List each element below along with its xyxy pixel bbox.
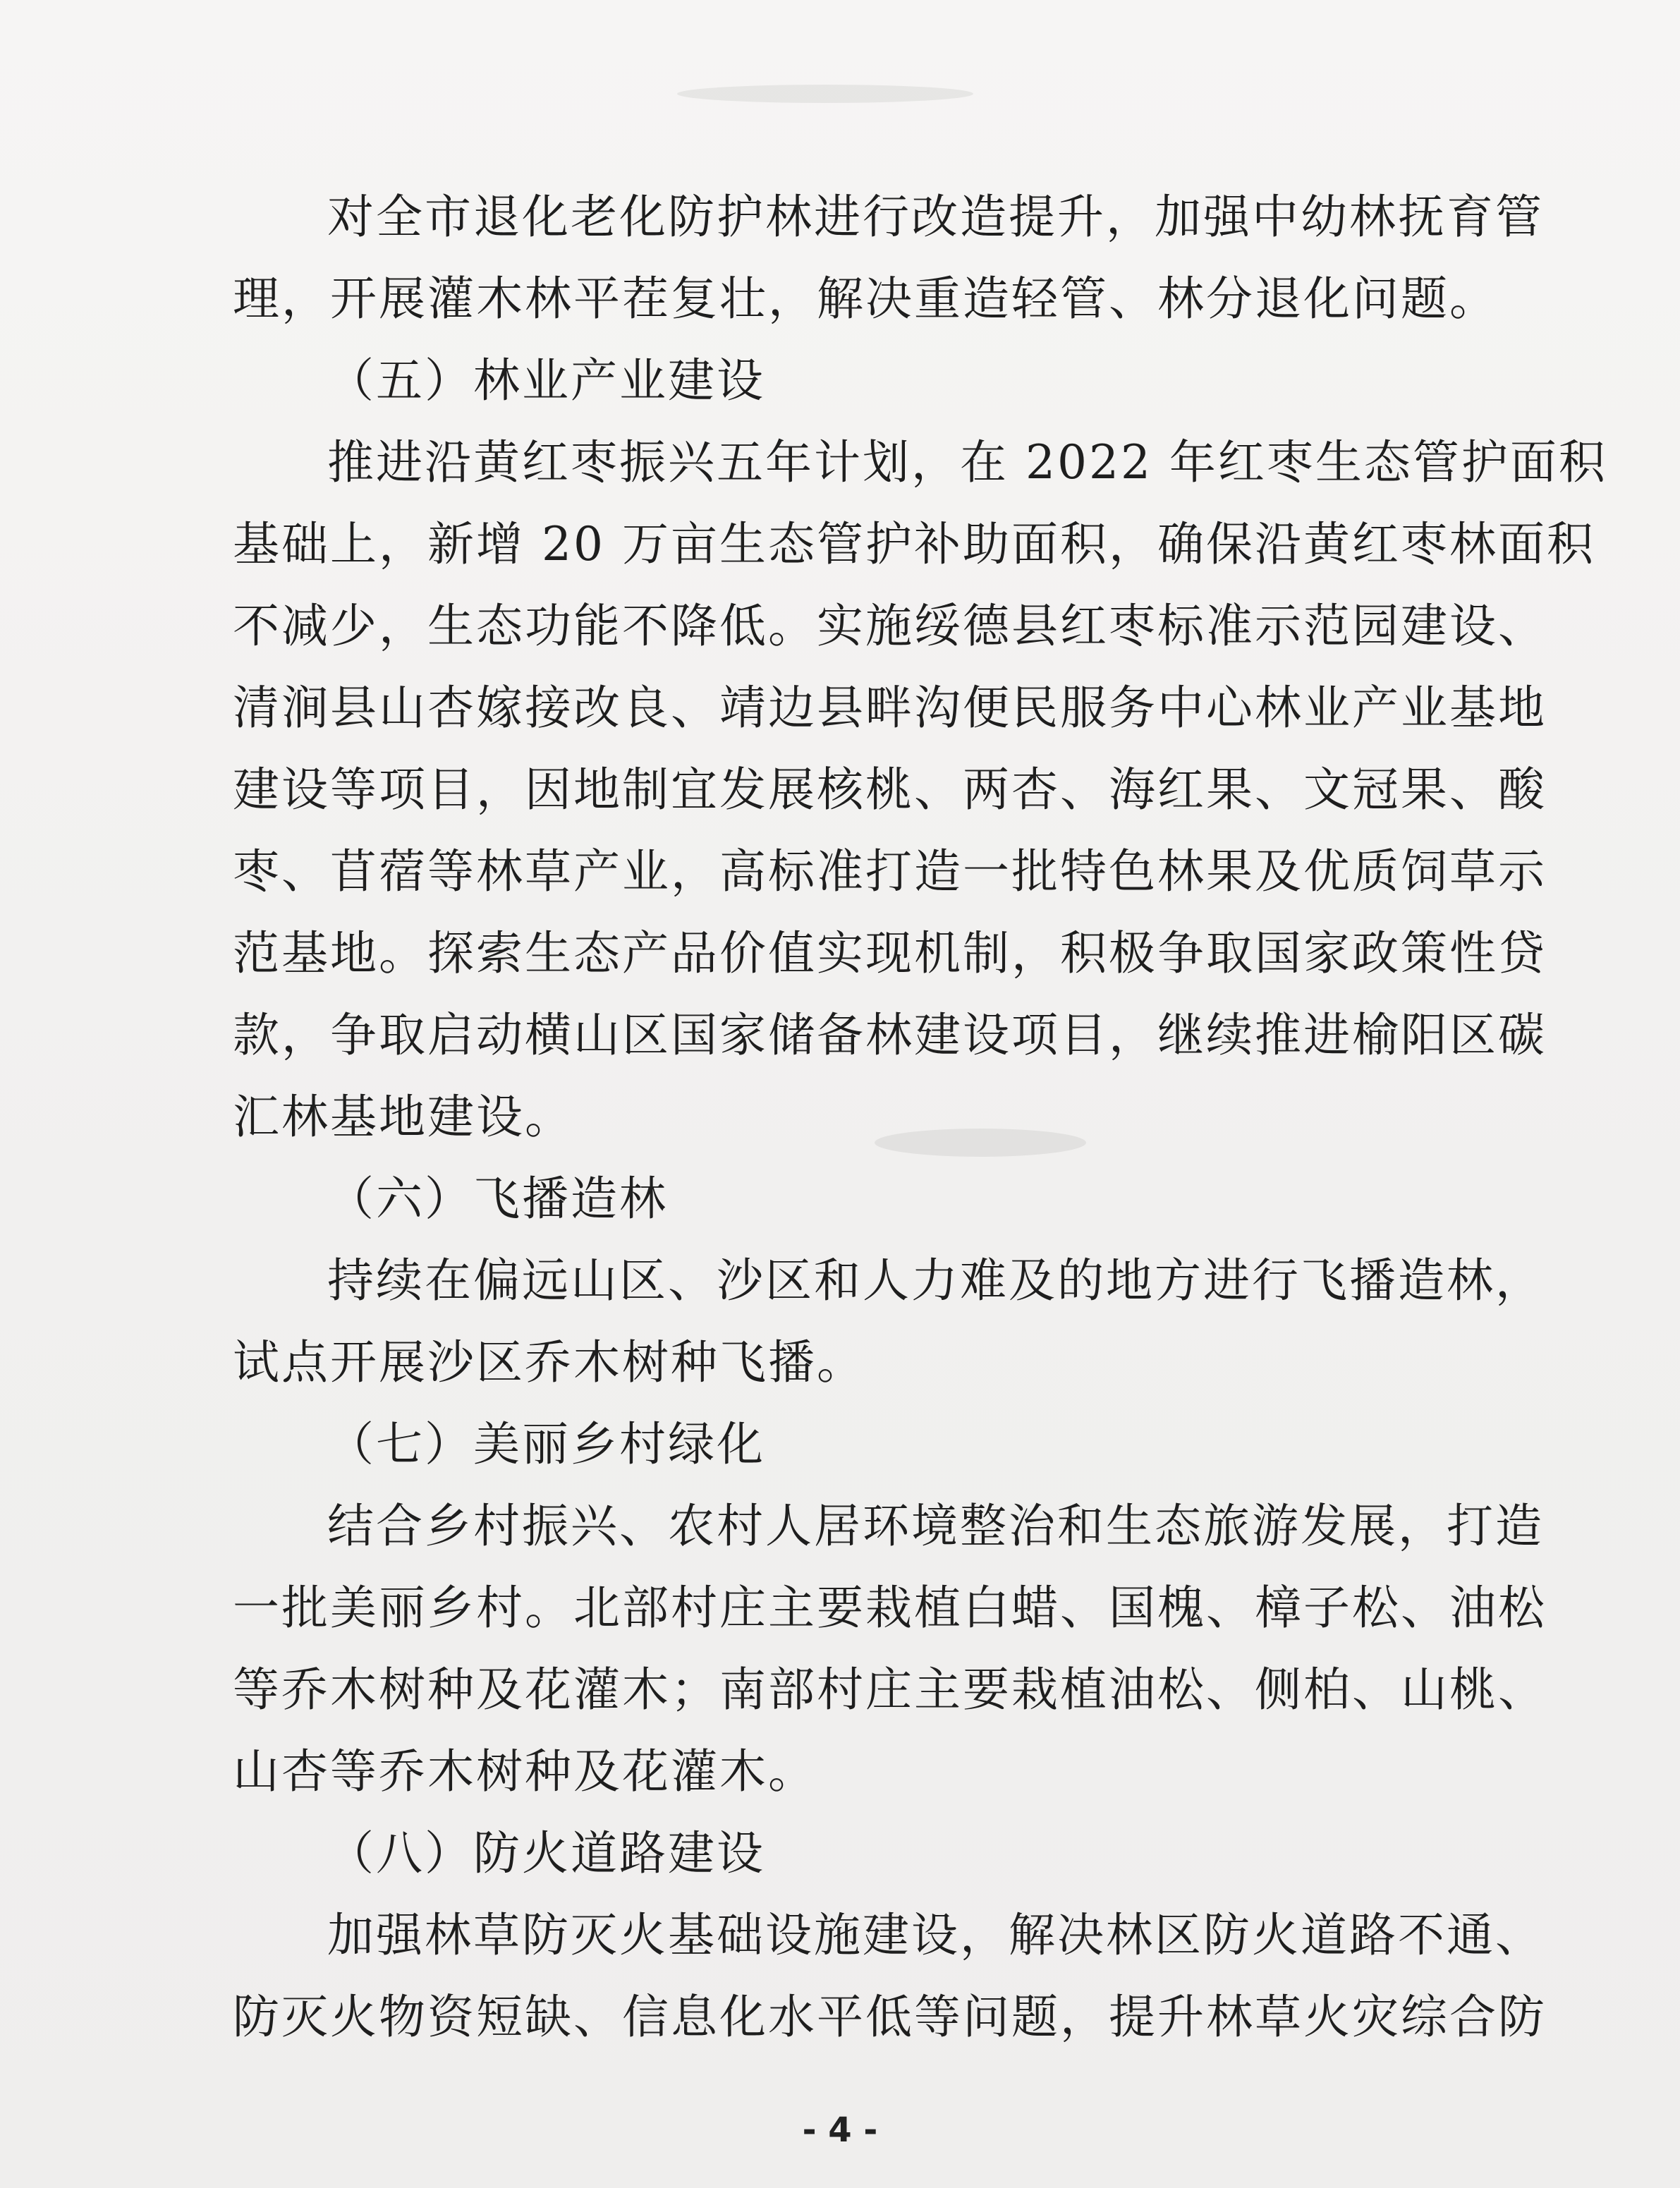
section-heading: （八）防火道路建设	[327, 1826, 765, 1880]
page-number: - 4 -	[802, 2110, 878, 2150]
section-heading: （五）林业产业建设	[327, 353, 765, 408]
text-line: 一批美丽乡村。北部村庄主要栽植白蜡、国槐、樟子松、油松	[233, 1581, 1547, 1635]
text-line: 不减少，生态功能不降低。实施绥德县红枣标准示范园建设、	[233, 599, 1547, 653]
text-line: 枣、苜蓿等林草产业，高标准打造一批特色林果及优质饲草示	[233, 844, 1547, 899]
scan-smudge	[677, 85, 973, 103]
section-heading: （六）飞播造林	[327, 1172, 668, 1226]
text-line: 范基地。探索生态产品价值实现机制，积极争取国家政策性贷	[233, 926, 1547, 980]
text-line: 对全市退化老化防护林进行改造提升，加强中幼林抚育管	[327, 190, 1544, 244]
text-line: 清涧县山杏嫁接改良、靖边县畔沟便民服务中心林业产业基地	[233, 681, 1547, 735]
text-line: 建设等项目，因地制宜发展核桃、两杏、海红果、文冠果、酸	[233, 762, 1547, 817]
text-line: 等乔木树种及花灌木；南部村庄主要栽植油松、侧柏、山桃、	[233, 1663, 1547, 1717]
text-line: 山杏等乔木树种及花灌木。	[233, 1744, 817, 1799]
text-line: 防灭火物资短缺、信息化水平低等问题，提升林草火灾综合防	[233, 1990, 1547, 2044]
text-line: 理，开展灌木林平茬复壮，解决重造轻管、林分退化问题。	[233, 272, 1498, 326]
text-line: 基础上，新增 20 万亩生态管护补助面积，确保沿黄红枣林面积	[233, 517, 1595, 571]
text-line: 持续在偏远山区、沙区和人力难及的地方进行飞播造林，	[327, 1253, 1544, 1308]
text-line: 汇林基地建设。	[233, 1090, 573, 1144]
text-line: 款，争取启动横山区国家储备林建设项目，继续推进榆阳区碳	[233, 1008, 1547, 1062]
section-heading: （七）美丽乡村绿化	[327, 1417, 765, 1471]
text-line: 加强林草防灭火基础设施建设，解决林区防火道路不通、	[327, 1908, 1544, 1962]
text-line: 推进沿黄红枣振兴五年计划，在 2022 年红枣生态管护面积	[327, 435, 1607, 490]
document-body	[233, 176, 1607, 2058]
text-line: 结合乡村振兴、农村人居环境整治和生态旅游发展，打造	[327, 1499, 1544, 1553]
text-line: 试点开展沙区乔木树种飞播。	[233, 1335, 865, 1390]
